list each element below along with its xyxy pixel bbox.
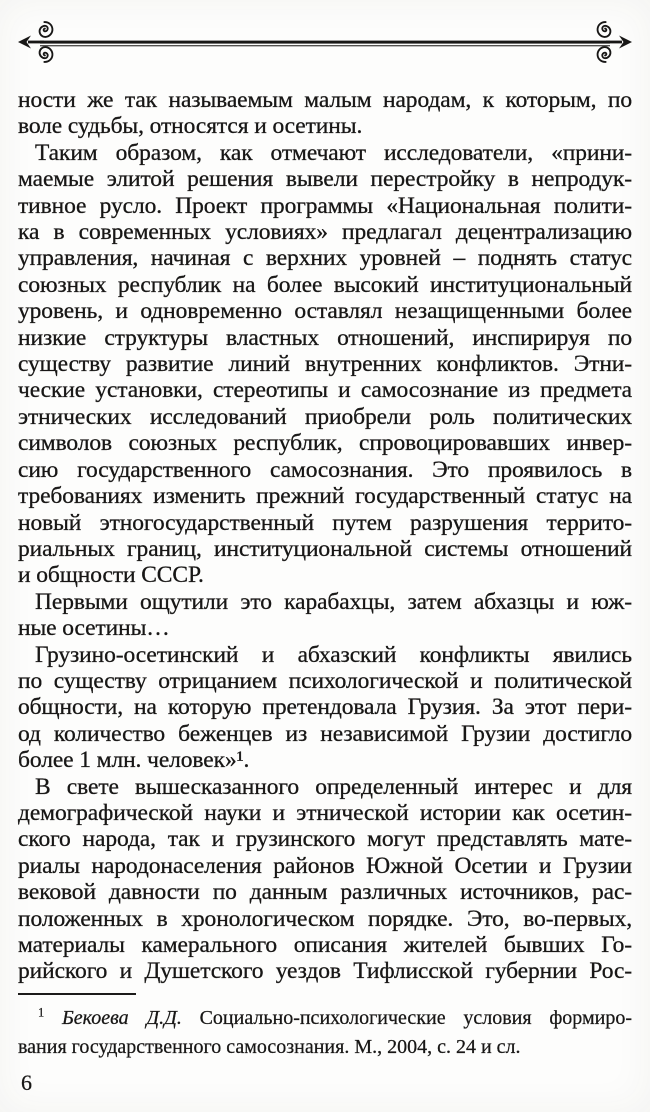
text-line: и общности СССР. [18,562,204,589]
text-line: низкие структуры властных отношений, инспирируя по [18,324,632,351]
text-line: материалы камерального описания жителей бывших Го- [18,932,632,958]
header-rule-thin [40,45,610,46]
footnote-separator [18,993,136,995]
text-line: рийского и Душетского уездов Тифлисской губернии Рос- [18,958,632,985]
text-line: В свете вышесказанного определенный интерес и для [35,773,632,800]
text-line: ческие установки, стереотипы и самосознание из предмета [18,377,632,404]
header-flourish-ornament [18,18,632,66]
text-line: демографической науки и этнической истории как осетин- [18,799,632,826]
text-line: более 1 млн. человек»¹. [18,747,250,774]
text-line: союзных республик на более высокий институциональный [18,271,632,298]
footnote-marker: 1 [38,1005,45,1020]
text-line: сию государственного самосознания. Это проявилось в [18,456,632,483]
text-line: ности же так называемым малым народам, к которым, по [18,87,632,113]
text-line: воле судьбы, относятся и осетины. [18,113,363,140]
text-line: риалы народонаселения районов Южной Осетии и Грузии [18,852,632,879]
text-line: ные осетины… [18,615,170,642]
text-line: маемые элитой решения вывели перестройку в непродук- [18,166,632,193]
body-text [18,87,632,985]
text-line: од количество беженцев из независимой Грузии достигло [18,720,632,747]
text-line: положенных в хронологическом порядке. Это, во-первых, [18,905,632,932]
text-line: Первыми ощутили это карабахцы, затем абхазцы и юж- [35,588,632,615]
page-number: 6 [21,1069,32,1095]
text-line: общности, на которую претендовала Грузия. За этот пери- [18,694,632,721]
text-line: требованиях изменить прежний государственный статус на [18,483,632,510]
footnote-line-2: вания государственного самосознания. М., 2004, с. 24 и сл. [18,1035,521,1058]
text-line: вековой давности по данным различных источников, рас- [18,879,632,906]
footnote-line-1 [18,1004,632,1033]
text-line: ка в современных условиях» предлагал децентрализацию [18,219,632,246]
header-rule-thick [40,41,610,44]
text-line: по существу отрицанием психологической и политической [18,667,632,694]
text-line: управления, начиная с верхних уровней – поднять статус [18,245,632,272]
text-line: новый этногосударственный путем разрушения террито- [18,509,632,536]
text-line: риальных границ, институциональной системы отношений [18,535,632,562]
footnote [18,1004,632,1062]
footnote-text: Социально-психологические условия формиро- [199,1006,632,1029]
text-line: символов союзных республик, спровоцировавших инвер- [18,430,632,457]
text-line: ского народа, так и грузинского могут представлять мате- [18,826,632,853]
text-line: Грузино-осетинский и абхазский конфликты явились [35,641,632,668]
text-line: существу развитие линий внутренних конфликтов. Этни- [18,351,632,378]
text-line: уровень, и одновременно оставлял незащищенными более [18,298,632,325]
text-line: тивное русло. Проект программы «Национальная полити- [18,192,632,219]
text-line: Таким образом, как отмечают исследователи, «прини- [35,139,632,166]
text-line: этнических исследований приобрели роль политических [18,403,632,430]
footnote-author: Бекоева Д.Д. [61,1006,182,1029]
